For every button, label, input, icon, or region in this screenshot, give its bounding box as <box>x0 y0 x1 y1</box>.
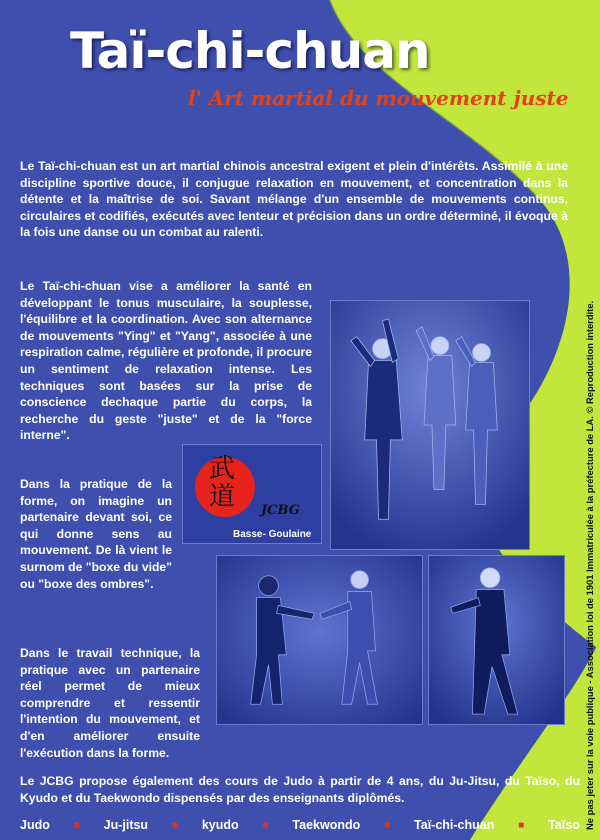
discipline-taekwondo: Taekwondo <box>292 818 361 832</box>
health-paragraph: Le Taï-chi-chuan vise a améliorer la santé en développant le tonus musculaire, la souplesse, l'équilibre et la coordination. Avec son alternance de mouvements "Ying" et "Yang", associée à une respiration calme, régulière et profonde, il procure un sentiment de relaxation intense. Les techniques sont basées sur la prise de conscience dechaque partie du corps, la recherche du geste "juste" et de la "force interne". <box>20 279 312 443</box>
legal-side-note: Ne pas jeter sur la voie publique - Association loi de 1901 Immatriculée à la préfecture de LA. © Reproduction interdite. <box>584 300 595 830</box>
discipline-kyudo: kyudo <box>201 818 239 832</box>
separator-square-icon: ■ <box>73 820 80 831</box>
form-paragraph: Dans la pratique de la forme, on imagine un partenaire devant soi, ce qui donne sens au mouvement. De là vient le surnom de "boxe du vide" ou "boxe des ombres". <box>20 477 172 591</box>
club-offer-text: Le JCBG propose également des cours de Judo à partir de 4 ans, du Ju-Jitsu, du Taïso, du Kyudo et du Taekwondo dispensés par des enseignants diplômés. <box>20 774 580 805</box>
discipline-ju-jitsu: Ju-jitsu <box>103 818 149 832</box>
separator-square-icon: ■ <box>262 820 269 831</box>
discipline-taiso: Taïso <box>548 818 580 832</box>
logo-caption: Basse- Goulaine <box>233 529 312 540</box>
separator-square-icon: ■ <box>384 820 391 831</box>
group-practice-photo <box>330 300 530 550</box>
disciplines-list <box>20 818 580 834</box>
club-logo <box>182 444 322 544</box>
logo-kanji: 武 道 <box>209 454 236 512</box>
discipline-tai-chi-chuan: Taï-chi-chuan <box>414 818 495 832</box>
page-title: Taï-chi-chuan <box>70 22 430 80</box>
separator-square-icon: ■ <box>171 820 178 831</box>
intro-paragraph: Le Taï-chi-chuan est un art martial chinois ancestral exigent et plein d'intérêts. Assimilé à une discipline sportive douce, il conjugue relaxation en mouvement, et concentration dans la détente et la maîtrise de soi. Savant mélange d'un ensemble de mouvements continus, circulaires et codifiés, exécutés avec lenteur et précision dans un ordre déterminé, il évoque à la fois une danse ou un combat au ralenti. <box>20 159 568 240</box>
separator-square-icon: ■ <box>518 820 525 831</box>
technique-paragraph: Dans le travail technique, la pratique avec un partenaire réel permet de mieux comprendre et ressentir l'intention du mouvement, et d'en améliorer ensuite l'exécution dans la forme. <box>20 646 200 760</box>
partner-practice-photo <box>216 555 423 725</box>
discipline-judo: Judo <box>20 818 50 832</box>
logo-jcbg-mark: JCBG <box>261 503 300 518</box>
page-subtitle: l' Art martial du mouvement juste <box>188 86 569 110</box>
solo-form-photo <box>428 555 565 725</box>
